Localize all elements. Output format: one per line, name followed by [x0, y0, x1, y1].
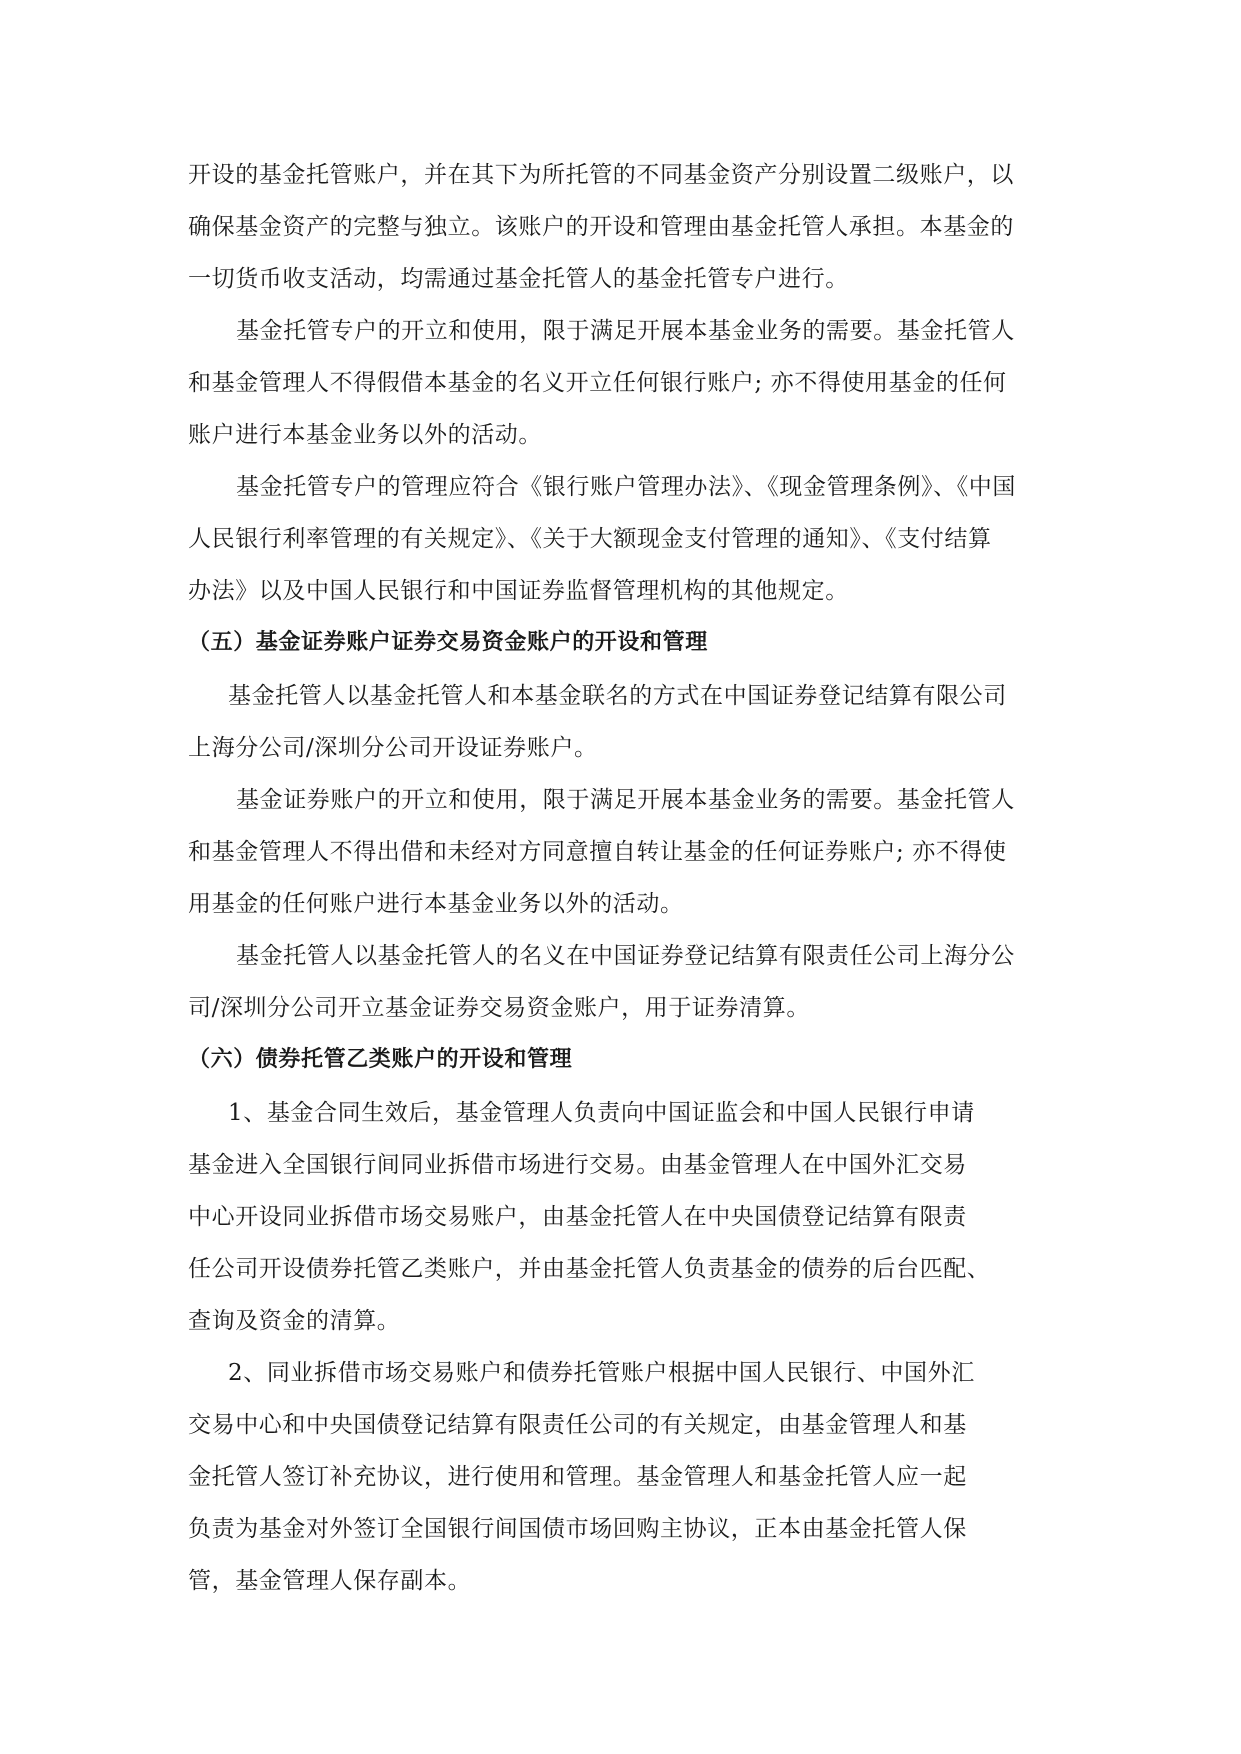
section-heading: （五）基金证券账户证券交易资金账户的开设和管理	[188, 630, 708, 655]
paragraph-line: 基金托管专户的管理应符合《银行账户管理办法》、《现金管理条例》、《中国	[236, 474, 1016, 500]
paragraph-line: 上海分公司/深圳分公司开设证券账户。	[188, 735, 598, 761]
paragraph-line: 管，基金管理人保存副本。	[188, 1568, 472, 1594]
paragraph-line: 和基金管理人不得假借本基金的名义开立任何银行账户; 亦不得使用基金的任何	[188, 370, 1007, 396]
paragraph-line: 基金进入全国银行间同业拆借市场进行交易。由基金管理人在中国外汇交易	[188, 1152, 967, 1178]
paragraph-line: 基金托管人以基金托管人的名义在中国证券登记结算有限责任公司上海分公	[236, 943, 1015, 969]
paragraph-line: 办法》以及中国人民银行和中国证券监督管理机构的其他规定。	[188, 578, 849, 604]
paragraph-line: 基金证券账户的开立和使用，限于满足开展本基金业务的需要。基金托管人	[236, 787, 1015, 813]
paragraph-line: 负责为基金对外签订全国银行间国债市场回购主协议，正本由基金托管人保	[188, 1516, 967, 1542]
paragraph-line: 开设的基金托管账户，并在其下为所托管的不同基金资产分别设置二级账户，以	[188, 162, 1014, 188]
section-heading: （六）债券托管乙类账户的开设和管理	[188, 1047, 573, 1072]
paragraph-line: 2、同业拆借市场交易账户和债券托管账户根据中国人民银行、中国外汇	[228, 1360, 975, 1386]
paragraph-line: 一切货币收支活动，均需通过基金托管人的基金托管专户进行。	[188, 266, 849, 292]
paragraph-line: 基金托管人以基金托管人和本基金联名的方式在中国证券登记结算有限公司	[228, 683, 1007, 709]
paragraph-line: 账户进行本基金业务以外的活动。	[188, 422, 542, 448]
paragraph-line: 人民银行利率管理的有关规定》、《关于大额现金支付管理的通知》、《支付结算	[188, 526, 992, 552]
paragraph-line: 1、基金合同生效后，基金管理人负责向中国证监会和中国人民银行申请	[228, 1100, 975, 1126]
paragraph-line: 中心开设同业拆借市场交易账户，由基金托管人在中央国债登记结算有限责	[188, 1204, 967, 1230]
paragraph-line: 基金托管专户的开立和使用，限于满足开展本基金业务的需要。基金托管人	[236, 318, 1015, 344]
paragraph-line: 用基金的任何账户进行本基金业务以外的活动。	[188, 891, 684, 917]
paragraph-line: 查询及资金的清算。	[188, 1308, 401, 1334]
paragraph-line: 司/深圳分公司开立基金证券交易资金账户，用于证券清算。	[188, 995, 810, 1021]
paragraph-line: 交易中心和中央国债登记结算有限责任公司的有关规定，由基金管理人和基	[188, 1412, 967, 1438]
paragraph-line: 金托管人签订补充协议，进行使用和管理。基金管理人和基金托管人应一起	[188, 1464, 967, 1490]
paragraph-line: 和基金管理人不得出借和未经对方同意擅自转让基金的任何证券账户; 亦不得使	[188, 839, 1007, 865]
paragraph-line: 任公司开设债券托管乙类账户，并由基金托管人负责基金的债券的后台匹配、	[188, 1256, 991, 1282]
paragraph-line: 确保基金资产的完整与独立。该账户的开设和管理由基金托管人承担。本基金的	[188, 214, 1014, 240]
